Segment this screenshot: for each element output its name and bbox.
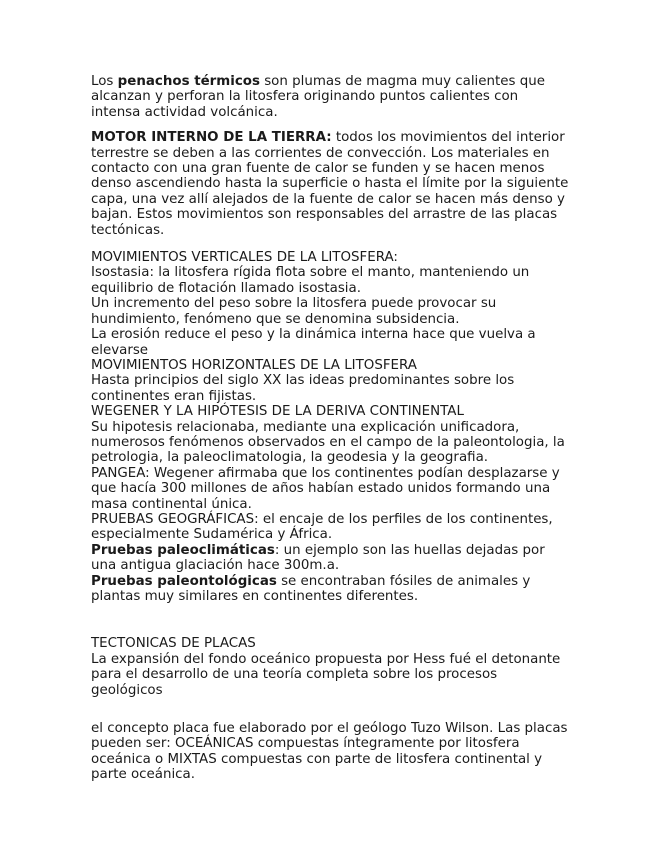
bold-term: Pruebas paleontológicas bbox=[91, 573, 277, 589]
bold-term: Pruebas paleoclimáticas bbox=[91, 542, 275, 558]
heading-movimientos-verticales: MOVIMIENTOS VERTICALES DE LA LITOSFERA: bbox=[91, 250, 398, 266]
line-isostasia: Isostasia: la litosfera rígida flota sobre el manto, manteniendo un equilibrio de flotación llamado isostasia. bbox=[91, 265, 530, 296]
line-expansion-fondo: La expansión del fondo oceánico propuesta por Hess fué el detonante para el desarrollo de una teoría completa sobre los procesos geológicos bbox=[91, 651, 561, 698]
line-hipotesis: Su hipotesis relacionaba, mediante una explicación unificadora, numerosos fenómenos observados en el campo de la paleontologia, la petrologia, la paleoclimatologia, la geodesia y la geografia. bbox=[91, 419, 565, 466]
paragraph-penachos bbox=[91, 74, 571, 120]
line-pruebas-paleoclimaticas bbox=[91, 543, 571, 574]
line-pruebas-paleontologicas bbox=[91, 574, 571, 605]
paragraph-motor-interno bbox=[91, 130, 571, 238]
text-run: todos los movimientos del interior terrestre se deben a las corrientes de convección. Los materiales en contacto con una gran fuente de calor se funden y se hacen menos denso ascendiendo hasta la superficie o hasta el límite por la siguiente capa, una vez allí alejados de la fuente de calor se hacen más denso y bajan. Estos movimientos son responsables del arrastre de las placas tectónicas. bbox=[91, 130, 569, 238]
heading-tectonica-placas: TECTONICAS DE PLACAS bbox=[91, 636, 256, 652]
heading-movimientos-horizontales: MOVIMIENTOS HORIZONTALES DE LA LITOSFERA bbox=[91, 357, 417, 373]
bold-heading: MOTOR INTERNO DE LA TIERRA: bbox=[91, 130, 332, 146]
text-run: se encontraban fósiles de animales y plantas muy similares en continentes diferentes. bbox=[91, 573, 531, 604]
line-erosion: La erosión reduce el peso y la dinámica interna hace que vuelva a elevarse bbox=[91, 327, 536, 358]
text-run: Los bbox=[91, 74, 118, 89]
line-fijistas: Hasta principios del siglo XX las ideas predominantes sobre los continentes eran fijistas. bbox=[91, 373, 515, 404]
paragraph-concepto-placa: el concepto placa fue elaborado por el geólogo Tuzo Wilson. Las placas pueden ser: OCEÁNICAS compuestas íntegramente por litosfera oceánica o MIXTAS compuestas con parte de litosfera continental y parte oceánica. bbox=[91, 721, 568, 783]
document-page bbox=[91, 74, 571, 783]
text-run: son plumas de magma muy calientes que alcanzan y perforan la litosfera originando puntos calientes con intensa actividad volcánica. bbox=[91, 74, 545, 120]
line-pangea: PANGEA: Wegener afirmaba que los continentes podían desplazarse y que hacía 300 millones de años habían estado unidos formando una masa continental única. bbox=[91, 465, 560, 512]
text-run: : un ejemplo son las huellas dejadas por una antigua glaciación hace 300m.a. bbox=[91, 542, 545, 574]
heading-wegener: WEGENER Y LA HIPÓTESIS DE LA DERIVA CONTINENTAL bbox=[91, 404, 464, 420]
line-pruebas-geograficas: PRUEBAS GEOGRÁFICAS: el encaje de los perfiles de los continentes, especialmente Sudamérica y África. bbox=[91, 511, 553, 543]
bold-term: penachos térmicos bbox=[117, 74, 260, 89]
line-subsidencia: Un incremento del peso sobre la litosfera puede provocar su hundimiento, fenómeno que se denomina subsidencia. bbox=[91, 296, 497, 327]
